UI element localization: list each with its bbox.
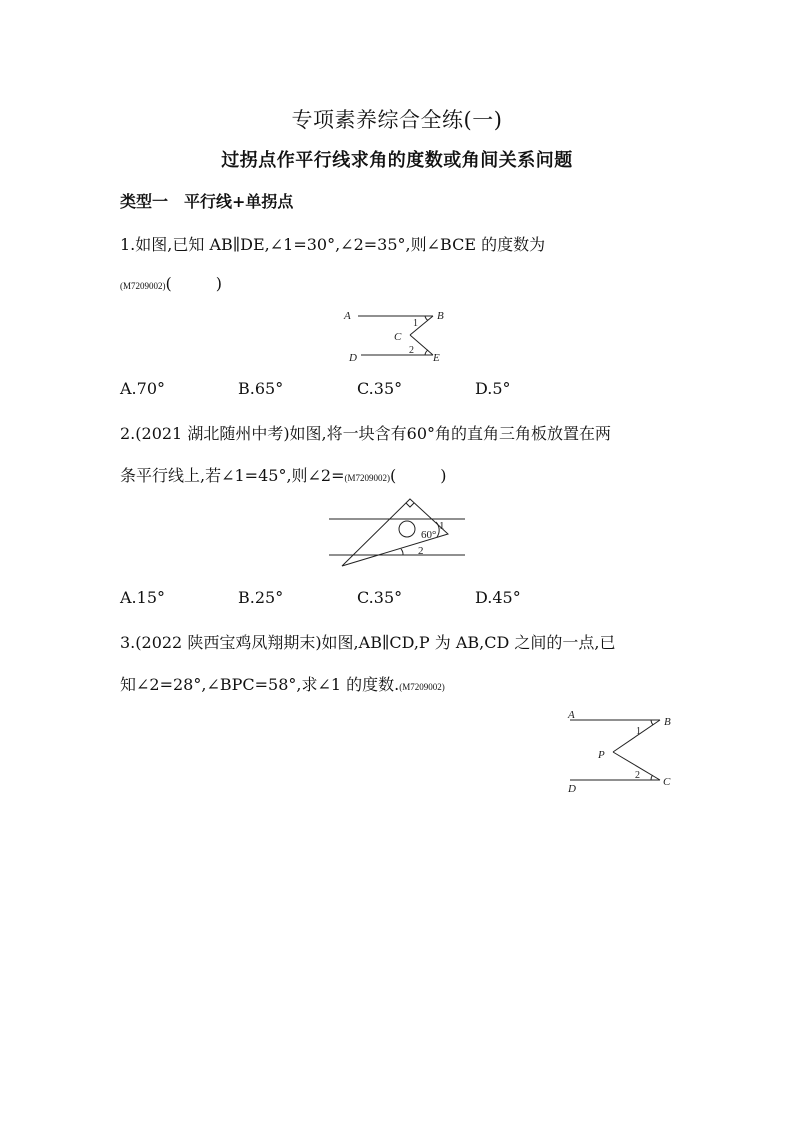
q1-option-a: A.70° xyxy=(120,379,165,398)
q1-label-d: D xyxy=(349,352,357,364)
q1-label-angle2: 2 xyxy=(409,345,414,356)
q1-option-c: C.35° xyxy=(357,379,403,398)
q1-text: 1.如图,已知 AB∥DE,∠1=30°,∠2=35°,则∠BCE 的度数为 xyxy=(120,235,546,254)
q2-option-b: B.25° xyxy=(238,588,284,607)
q2-label-angle1: 1 xyxy=(439,520,445,532)
q3-label-c: C xyxy=(663,776,671,788)
page-subtitle: 过拐点作平行线求角的度数或角间关系问题 xyxy=(221,150,573,171)
q2-right-angle-mark xyxy=(406,503,414,507)
q1-code-row xyxy=(120,274,222,293)
q1-label-b: B xyxy=(437,310,444,322)
q3-label-angle2: 2 xyxy=(635,770,640,781)
q1-paren-open: ( xyxy=(165,274,172,293)
q2-option-a: A.15° xyxy=(120,588,165,607)
q1-label-a: A xyxy=(344,310,351,322)
q1-code: (M7209002) xyxy=(120,281,166,291)
q3-text-line2: 知∠2=28°,∠BPC=58°,求∠1 的度数. xyxy=(120,675,400,694)
page-title: 专项素养综合全练(一) xyxy=(291,108,503,132)
q3-angle2-arc xyxy=(651,775,653,780)
q1-label-angle1: 1 xyxy=(413,318,418,329)
q1-angle1-arc xyxy=(425,316,428,321)
q1-option-b: B.65° xyxy=(238,379,284,398)
q2-angle2-arc xyxy=(401,549,403,555)
q2-label-60: 60° xyxy=(421,529,437,541)
q2-text-line1: 2.(2021 湖北随州中考)如图,将一块含有60°角的直角三角板放置在两 xyxy=(120,424,612,443)
q3-label-d: D xyxy=(568,783,576,795)
q2-option-c: C.35° xyxy=(357,588,403,607)
q2-paren-open: ( xyxy=(390,466,397,485)
q1-label-c: C xyxy=(394,331,402,343)
q1-figure xyxy=(340,305,450,365)
q3-label-a: A xyxy=(568,709,575,721)
q3-label-angle1: 1 xyxy=(636,726,641,737)
q3-code: (M7209002) xyxy=(399,682,445,692)
q1-paren-close: ) xyxy=(215,274,222,293)
q2-option-d: D.45° xyxy=(475,588,521,607)
q3-label-b: B xyxy=(664,716,671,728)
q3-angle1-arc xyxy=(651,720,653,725)
q2-triangle-hole xyxy=(399,521,415,537)
q3-text-line2-row xyxy=(120,672,445,695)
q2-code: (M7209002) xyxy=(344,473,391,483)
q2-figure xyxy=(325,494,470,570)
q3-figure xyxy=(560,705,685,797)
q2-text-line2-row xyxy=(120,463,447,486)
q1-label-e: E xyxy=(433,352,440,364)
section-heading: 类型一 平行线+单拐点 xyxy=(120,192,294,211)
q2-label-angle2: 2 xyxy=(418,545,424,557)
q2-paren-close: ) xyxy=(440,466,447,485)
q1-angle2-arc xyxy=(425,350,428,355)
q3-text-line1: 3.(2022 陕西宝鸡凤翔期末)如图,AB∥CD,P 为 AB,CD 之间的一点,已 xyxy=(120,633,616,652)
q3-label-p: P xyxy=(598,749,605,761)
q2-text-line2: 条平行线上,若∠1=45°,则∠2= xyxy=(120,466,345,485)
q1-option-d: D.5° xyxy=(475,379,511,398)
